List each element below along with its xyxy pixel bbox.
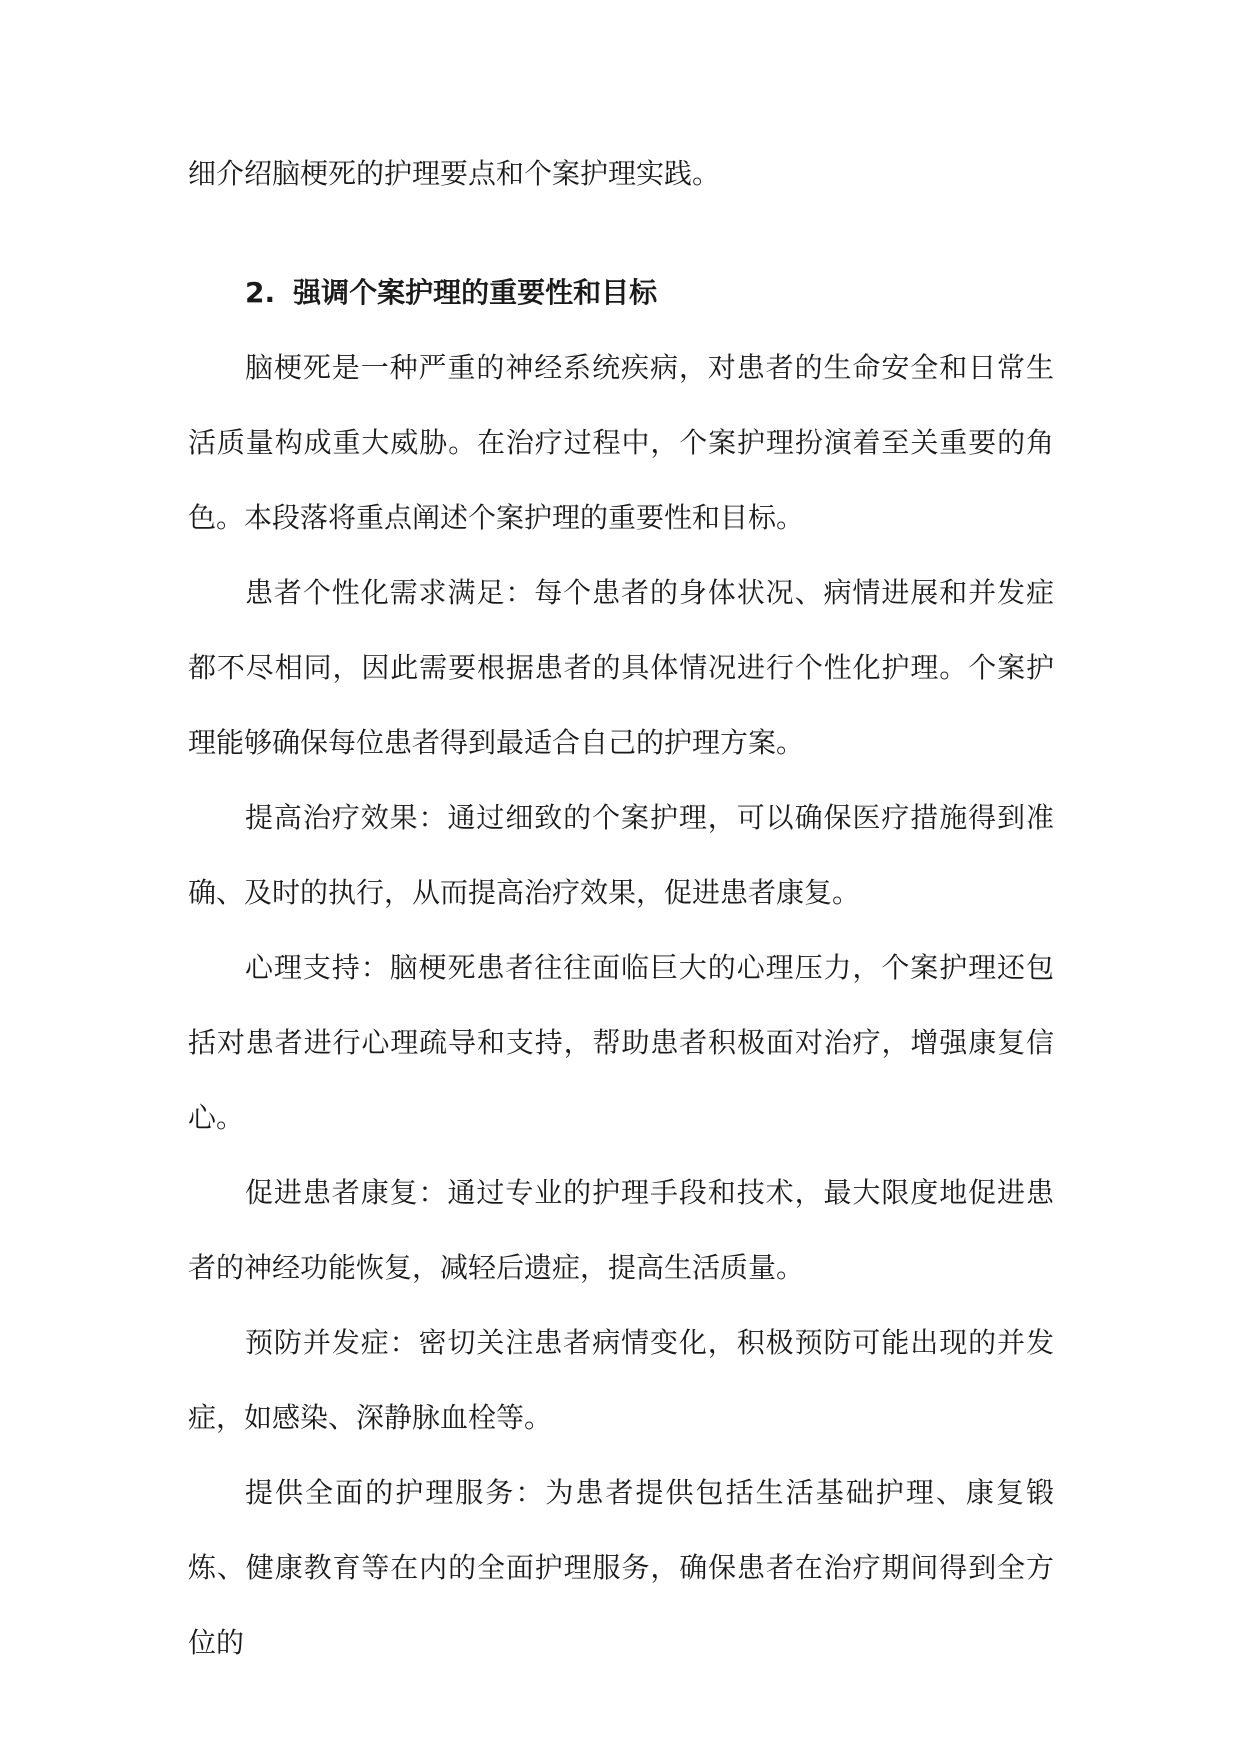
paragraph-personalized-needs: 患者个性化需求满足：每个患者的身体状况、病情进展和并发症都不尽相同，因此需要根据患者的具体情况进行个性化护理。个案护理能够确保每位患者得到最适合自己的护理方案。 <box>188 576 1054 759</box>
paragraph-treatment-effect: 提高治疗效果：通过细致的个案护理，可以确保医疗措施得到准确、及时的执行，从而提高治疗效果，促进患者康复。 <box>188 801 1054 909</box>
paragraph-psychological-support: 心理支持：脑梗死患者往往面临巨大的心理压力，个案护理还包括对患者进行心理疏导和支持，帮助患者积极面对治疗，增强康复信心。 <box>188 951 1054 1134</box>
paragraph-recovery: 促进患者康复：通过专业的护理手段和技术，最大限度地促进患者的神经功能恢复，减轻后遗症，提高生活质量。 <box>188 1176 1054 1284</box>
paragraph-comprehensive-service: 提供全面的护理服务：为患者提供包括生活基础护理、康复锻炼、健康教育等在内的全面护理服务，确保患者在治疗期间得到全方位的 <box>188 1476 1054 1659</box>
page-content <box>188 136 1054 1680</box>
lead-paragraph-fragment: 细介绍脑梗死的护理要点和个案护理实践。 <box>188 157 721 190</box>
section-number: 2. <box>245 276 276 309</box>
paragraph-intro: 脑梗死是一种严重的神经系统疾病，对患者的生命安全和日常生活质量构成重大威胁。在治疗过程中，个案护理扮演着至关重要的角色。本段落将重点阐述个案护理的重要性和目标。 <box>188 351 1054 534</box>
section-heading <box>188 255 1054 330</box>
paragraph-complication-prevention: 预防并发症：密切关注患者病情变化，积极预防可能出现的并发症，如感染、深静脉血栓等。 <box>188 1326 1054 1434</box>
section-title: 强调个案护理的重要性和目标 <box>293 276 658 309</box>
